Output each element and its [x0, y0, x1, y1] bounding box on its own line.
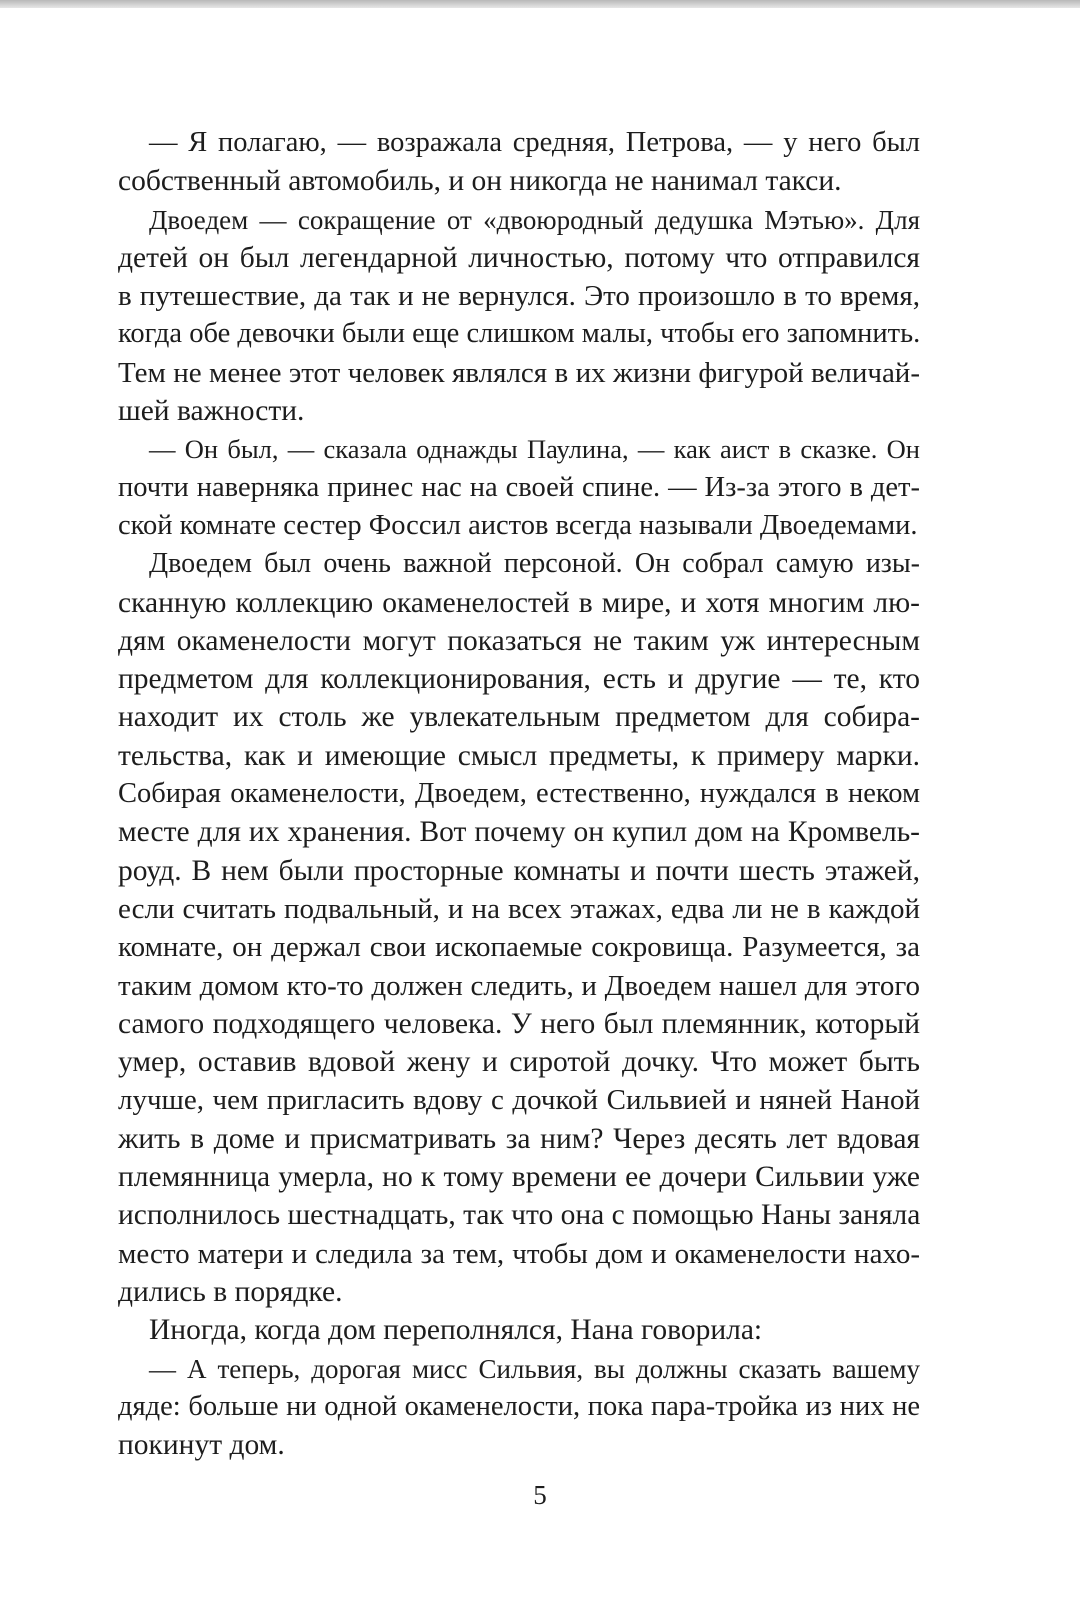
text-line: роуд. В нем были просторные комнаты и почти шесть этажей, — [118, 854, 920, 887]
text-line: — Он был, — сказала однажды Паулина, — как аист в сказке. Он — [149, 434, 920, 465]
text-line: сканную коллекцию окаменелостей в мире, и хотя многим лю- — [118, 586, 920, 619]
text-line: комнате, он держал свои ископаемые сокровища. Разумеется, за — [118, 931, 920, 964]
text-line: дились в порядке. — [118, 1275, 343, 1308]
text-line: Иногда, когда дом переполнялся, Нана говорила: — [149, 1314, 763, 1347]
text-line: — А теперь, дорогая мисс Сильвия, вы должны сказать вашему — [149, 1353, 920, 1384]
text-line: ской комнате сестер Фоссил аистов всегда называли Двоедемами. — [118, 509, 918, 541]
text-line: детей он был легендарной личностью, потому что отправился — [118, 241, 920, 274]
text-line: дям окаменелости могут показаться не таким уж интересным — [118, 624, 920, 657]
page-number: 5 — [533, 1480, 547, 1510]
text-line: исполнилось шестнадцать, так что она с помощью Наны заняла — [118, 1199, 921, 1232]
text-line: умер, оставив вдовой жену и сиротой дочку. Что может быть — [118, 1046, 920, 1079]
text-line: в путешествие, да так и не вернулся. Это произошло в то время, — [118, 280, 920, 313]
text-line: если считать подвальный, и на всех этажах, едва ли не в каждой — [118, 892, 920, 925]
text-line: месте для их хранения. Вот почему он купил дом на Кромвель- — [118, 816, 920, 849]
text-line: собственный автомобиль, и он никогда не нанимал такси. — [118, 165, 842, 198]
text-line: когда обе девочки были еще слишком малы, чтобы его запомнить. — [118, 318, 921, 350]
text-line: шей важности. — [118, 395, 305, 428]
body-text — [118, 124, 920, 1464]
text-line: Собирая окаменелости, Двоедем, естественно, нуждался в неком — [118, 778, 920, 810]
text-line: таким домом кто-то должен следить, и Двоедем нашел для этого — [118, 969, 920, 1002]
text-line: племянница умерла, но к тому времени ее дочери Сильвии уже — [118, 1161, 920, 1194]
text-line: Двоедем был очень важной персоной. Он собрал самую изы- — [149, 548, 920, 580]
text-line: предметом для коллекционирования, есть и другие — те, кто — [118, 663, 920, 696]
text-line: самого подходящего человека. У него был племянник, который — [118, 1007, 920, 1040]
text-line: — Я полагаю, — возражала средняя, Петрова, — у него был — [149, 127, 920, 158]
text-line: место матери и следила за тем, чтобы дом и окаменелости нахо- — [118, 1237, 920, 1270]
text-line: дяде: больше ни одной окаменелости, пока пара-тройка из них не — [118, 1390, 920, 1422]
text-line: покинут дом. — [118, 1429, 285, 1462]
text-line: лучше, чем пригласить вдову с дочкой Сильвией и няней Наной — [118, 1084, 920, 1117]
text-line: Тем не менее этот человек являлся в их жизни фигурой величай- — [118, 356, 920, 389]
text-line: жить в доме и присматривать за ним? Через десять лет вдовая — [118, 1122, 920, 1155]
text-line: находит их столь же увлекательным предметом для собира- — [118, 701, 920, 734]
text-line: тельства, как и имеющие смысл предметы, к примеру марки. — [118, 739, 920, 772]
text-line: Двоедем — сокращение от «двоюродный дедушка Мэтью». Для — [149, 204, 920, 235]
text-line: почти наверняка принес нас на своей спине. — Из-за этого в дет- — [118, 471, 920, 503]
